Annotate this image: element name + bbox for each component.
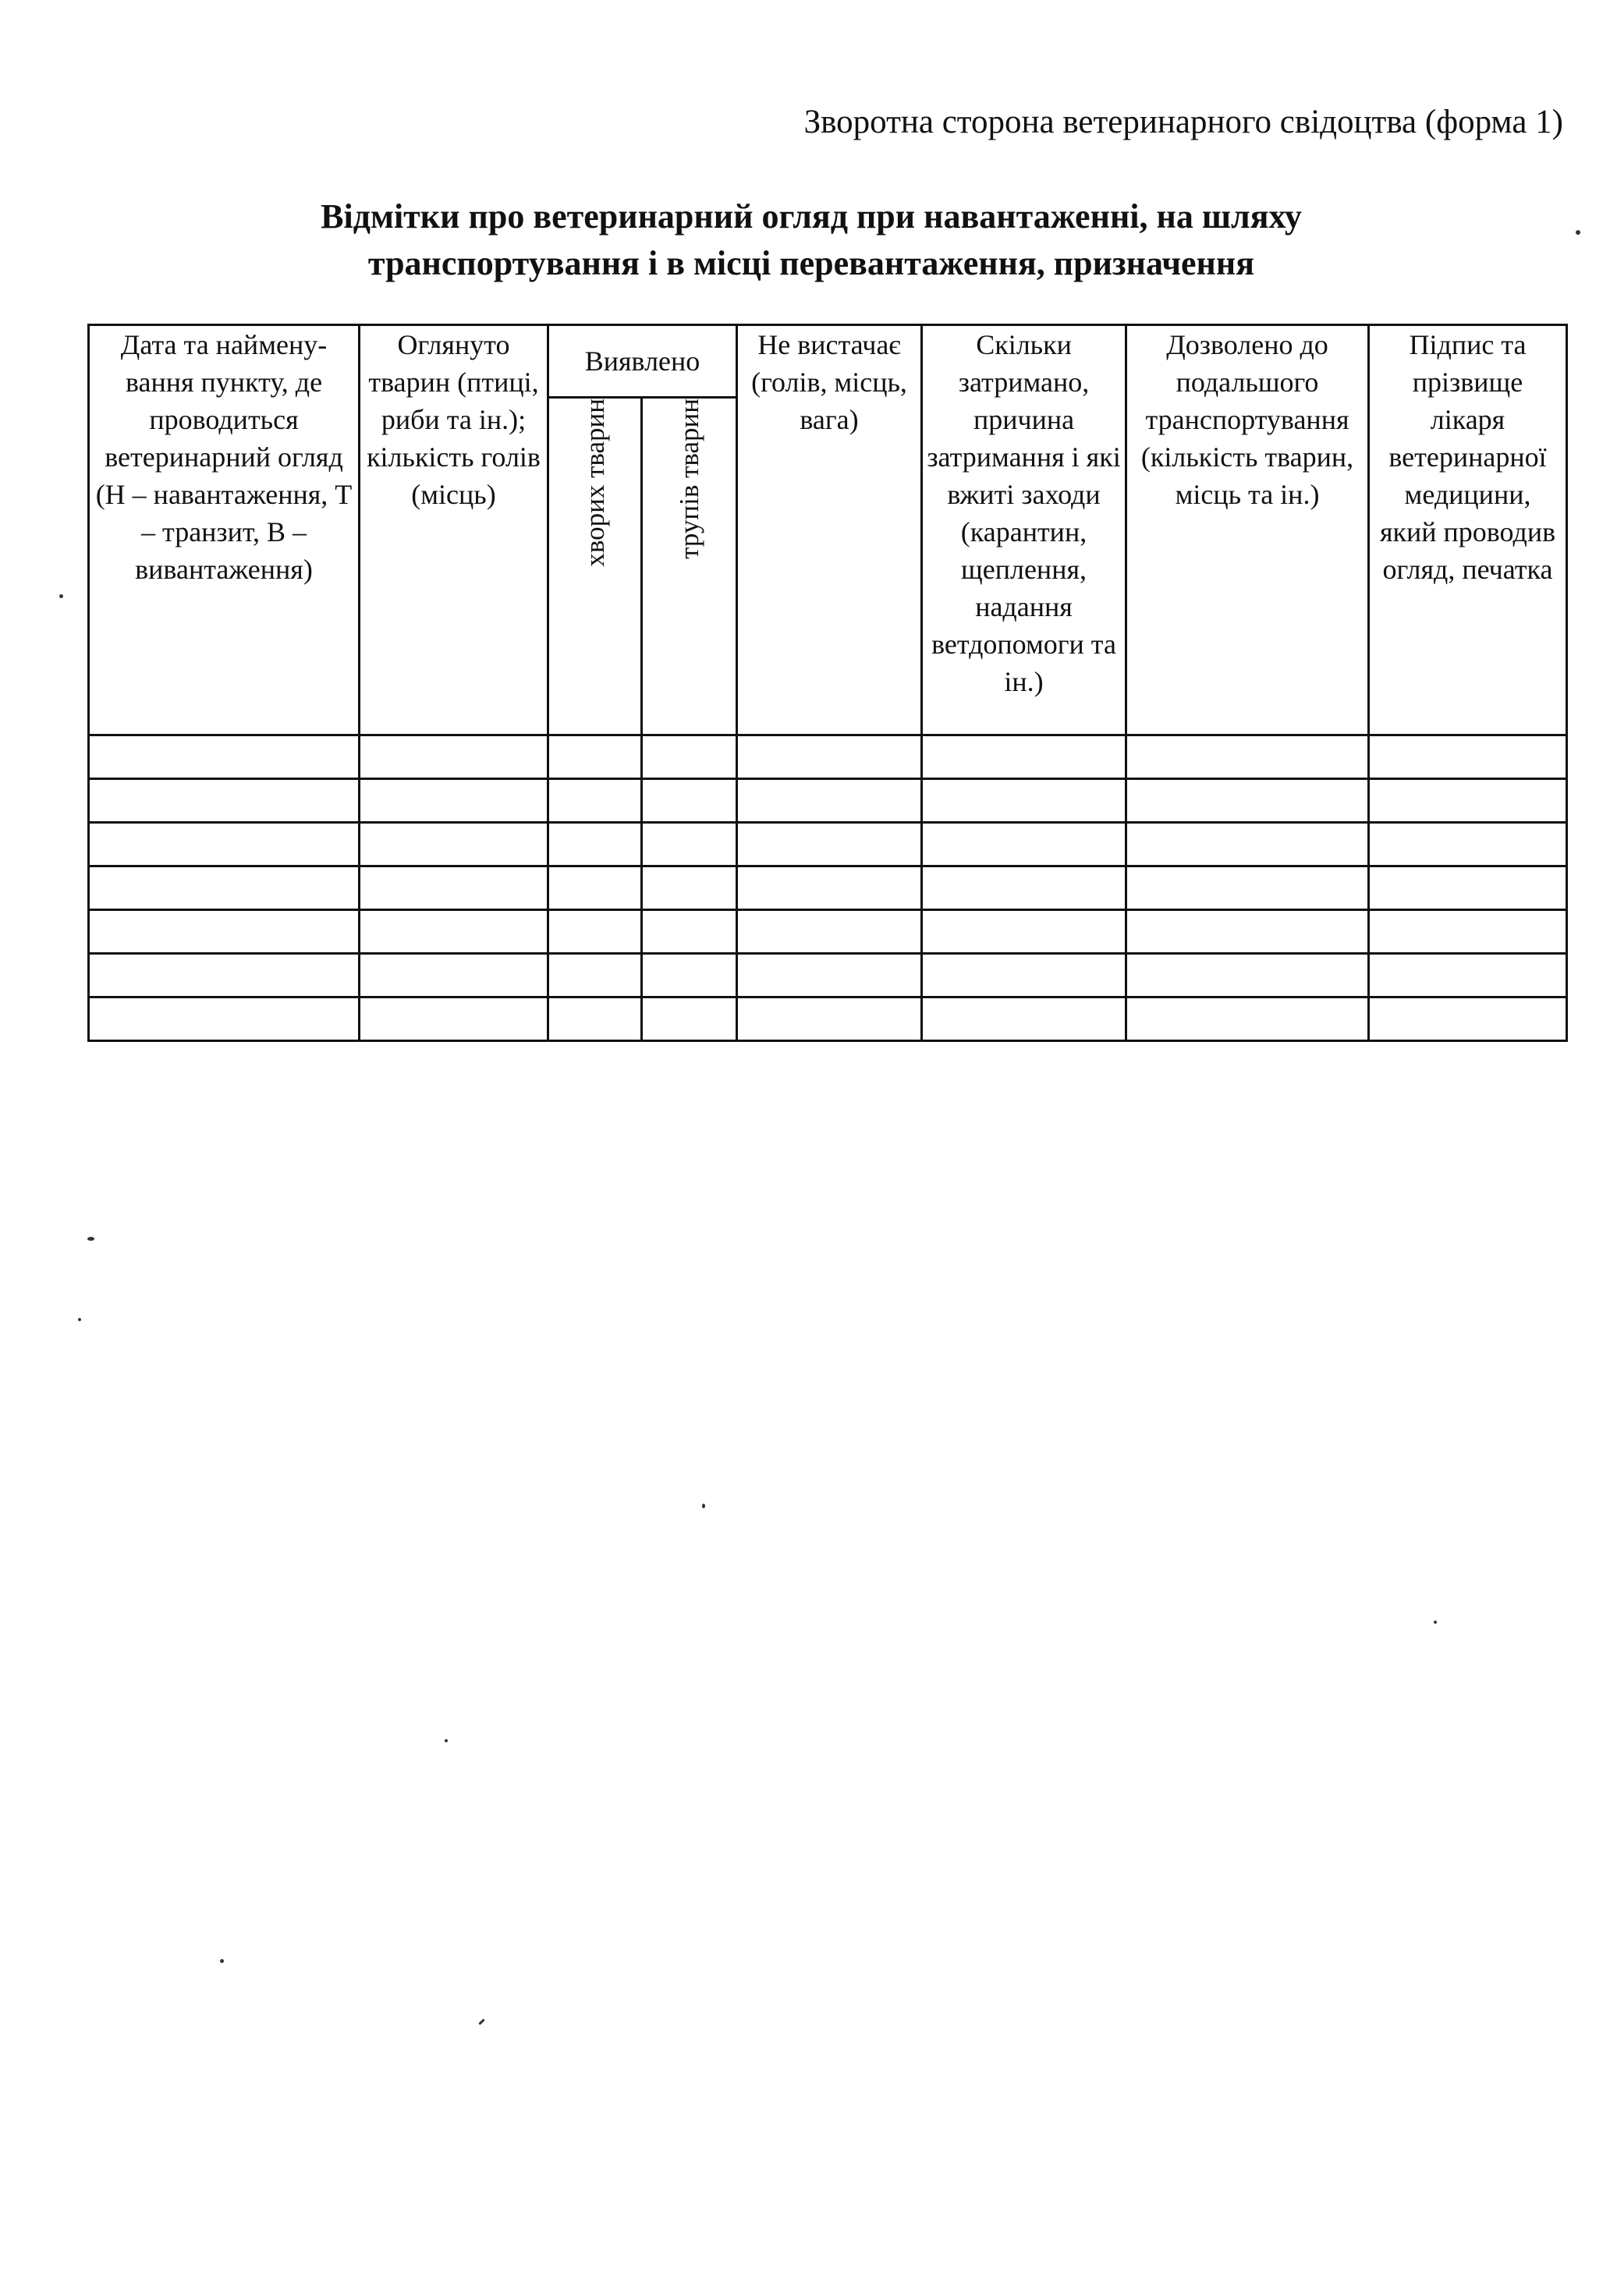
table-cell (548, 779, 642, 823)
scan-speck (59, 594, 63, 598)
table-cell (1369, 779, 1567, 823)
table-row (89, 823, 1567, 866)
table-cell (89, 997, 360, 1041)
table-cell (737, 823, 922, 866)
table-cell (1369, 823, 1567, 866)
table-cell (922, 823, 1126, 866)
table-cell (548, 866, 642, 910)
table-cell (548, 997, 642, 1041)
table-cell (737, 910, 922, 954)
table-cell (1126, 866, 1369, 910)
header-found-sick-label: хворих тварин (579, 399, 610, 567)
scan-speck (445, 1739, 448, 1742)
table-cell (360, 997, 548, 1041)
scan-speck (1576, 230, 1580, 235)
header-found-carcasses (642, 398, 737, 735)
header-signature: Підпис та прізвище лікаря ветеринарної медицини, який проводив огляд, печатка (1369, 325, 1567, 735)
scan-speck (78, 1318, 81, 1321)
table-cell (737, 954, 922, 997)
header-missing: Не вистачає (голів, місць, вага) (737, 325, 922, 735)
table-cell (548, 954, 642, 997)
table-cell (642, 779, 737, 823)
table-cell (642, 866, 737, 910)
table-cell (89, 823, 360, 866)
header-inspected: Оглянуто тварин (птиці, риби та ін.); кількість голів (місць) (360, 325, 548, 735)
table-cell (548, 735, 642, 779)
table-cell (737, 997, 922, 1041)
scan-speck (87, 1237, 94, 1241)
table-cell (360, 954, 548, 997)
heading-line-2: транспортування і в місці перевантаження, призначення (367, 244, 1255, 282)
table-cell (548, 910, 642, 954)
table-cell (922, 954, 1126, 997)
table-cell (360, 910, 548, 954)
table-cell (922, 997, 1126, 1041)
table-cell (1126, 910, 1369, 954)
table-cell (642, 910, 737, 954)
header-found-carcasses-label: трупів тварин (673, 399, 704, 559)
table-row (89, 997, 1567, 1041)
table-cell (737, 735, 922, 779)
table-cell (1369, 910, 1567, 954)
table-cell (89, 779, 360, 823)
table-row (89, 866, 1567, 910)
header-detained: Скільки затримано, причина затримання і які вжиті заходи (карантин, щеплення, надання ветдопомоги та ін.) (922, 325, 1126, 735)
table-cell (360, 866, 548, 910)
header-found-sick (548, 398, 642, 735)
table-cell (737, 779, 922, 823)
table-cell (922, 910, 1126, 954)
table-cell (922, 866, 1126, 910)
table-cell (89, 866, 360, 910)
table-cell (642, 997, 737, 1041)
inspection-table (87, 324, 1568, 1042)
table-cell (1126, 735, 1369, 779)
table-cell (642, 823, 737, 866)
table-cell (642, 954, 737, 997)
scan-speck (220, 1959, 224, 1963)
table-row (89, 910, 1567, 954)
form-heading (203, 193, 1420, 287)
table-cell (737, 866, 922, 910)
header-date-place: Дата та наймену-вання пункту, де проводиться ветеринарний огляд (Н – навантаження, Т – транзит, В – вивантаження) (89, 325, 360, 735)
scan-speck (478, 2018, 484, 2025)
table-cell (360, 735, 548, 779)
heading-line-1: Відмітки про ветеринарний огляд при навантаженні, на шляху (321, 197, 1302, 236)
table-cell (89, 735, 360, 779)
table-cell (1126, 779, 1369, 823)
table-cell (360, 779, 548, 823)
table-cell (642, 735, 737, 779)
table-cell (89, 910, 360, 954)
table-cell (548, 823, 642, 866)
table-row (89, 954, 1567, 997)
table-cell (1126, 954, 1369, 997)
scan-speck (702, 1504, 705, 1508)
table-row (89, 779, 1567, 823)
table-cell (89, 954, 360, 997)
table-row (89, 735, 1567, 779)
table-cell (1369, 866, 1567, 910)
table-cell (1369, 954, 1567, 997)
table-cell (1369, 997, 1567, 1041)
table-cell (1126, 823, 1369, 866)
table-body (89, 735, 1567, 1041)
table-cell (360, 823, 548, 866)
table-cell (1369, 735, 1567, 779)
header-found: Виявлено (548, 325, 737, 398)
header-allowed: Дозволено до подальшого транспортування (кількість тварин, місць та ін.) (1126, 325, 1369, 735)
table-cell (922, 779, 1126, 823)
table-cell (922, 735, 1126, 779)
scan-speck (1434, 1621, 1437, 1624)
table-cell (1126, 997, 1369, 1041)
form-subtitle: Зворотна сторона ветеринарного свідоцтва (форма 1) (803, 104, 1563, 140)
